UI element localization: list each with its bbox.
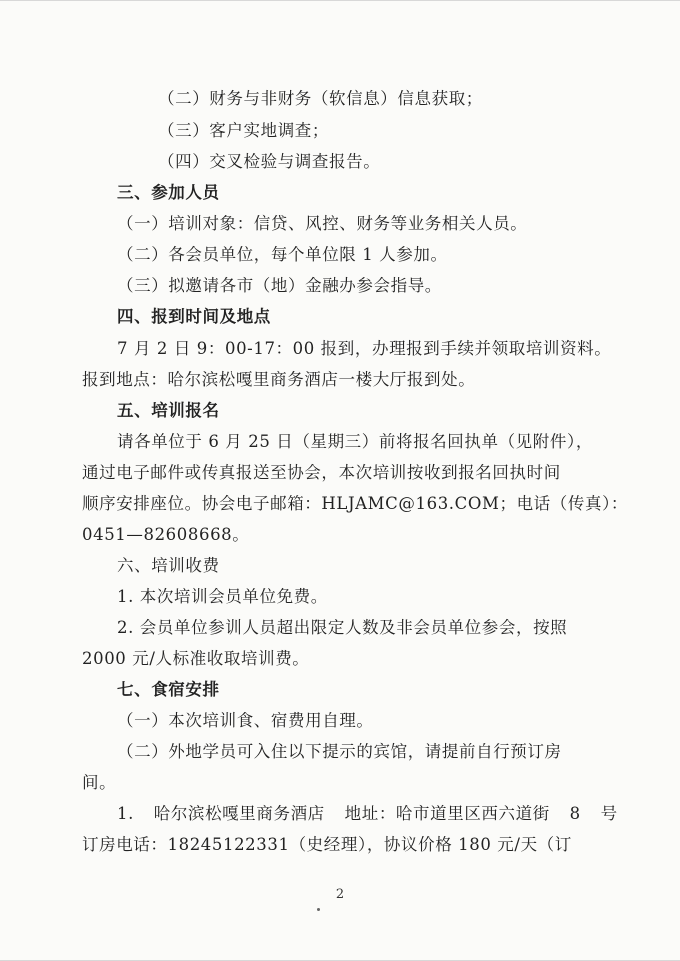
item-fee-free: 1. 本次培训会员单位免费。 [117,587,328,606]
item-hotel-booking-2: 间。 [82,773,117,792]
paragraph-enrollment-1: 请各单位于 6 月 25 日（星期三）前将报名回执单（见附件）， [117,432,593,451]
item-self-paid: （一）本次培训食、宿费用自理。 [117,711,374,730]
item-trainees: （一）培训对象：信贷、风控、财务等业务相关人员。 [117,214,528,233]
item-hotel-address: 1. 哈尔滨松嘎里商务酒店 地址：哈市道里区西六道街 8 号 [117,804,618,823]
item-hotel-phone: 订房电话：18245122331（史经理），协议价格 180 元/天（订 [82,835,572,854]
section-heading-participants: 三、参加人员 [117,183,220,202]
page-number: 2 [335,887,345,902]
item-fee-extra-1: 2. 会员单位参训人员超出限定人数及非会员单位参会，按照 [117,618,568,637]
paragraph-enrollment-3: 顺序安排座位。协会电子邮箱：HLJAMC@163.COM；电话（传真）： [82,494,629,513]
section-heading-enrollment: 五、培训报名 [117,401,220,420]
item-member-units: （二）各会员单位，每个单位限 1 人参加。 [117,245,448,264]
section-heading-fees: 六、培训收费 [117,556,220,575]
scan-speck [317,908,320,911]
section-heading-registration-time: 四、报到时间及地点 [117,307,271,326]
item-fee-extra-2: 2000 元/人标准收取培训费。 [82,649,310,668]
section-heading-accommodation: 七、食宿安排 [117,680,220,699]
paragraph-enrollment-2: 通过电子邮件或传真报送至协会，本次培训按收到报名回执时间 [82,463,561,482]
item-financial-info: （二）财务与非财务（软信息）信息获取； [158,89,483,108]
item-invited-guests: （三）拟邀请各市（地）金融办参会指导。 [117,276,442,295]
item-hotel-booking-1: （二）外地学员可入住以下提示的宾馆，请提前自行预订房 [117,742,562,761]
paragraph-phone-number: 0451—82608668。 [82,525,250,544]
paragraph-registration-place: 报到地点：哈尔滨松嘎里商务酒店一楼大厅报到处。 [82,370,476,389]
paragraph-registration-time: 7 月 2 日 9：00-17：00 报到，办理报到手续并领取培训资料。 [117,339,612,358]
item-cross-check: （四）交叉检验与调查报告。 [158,152,381,171]
item-site-survey: （三）客户实地调查； [158,121,329,140]
